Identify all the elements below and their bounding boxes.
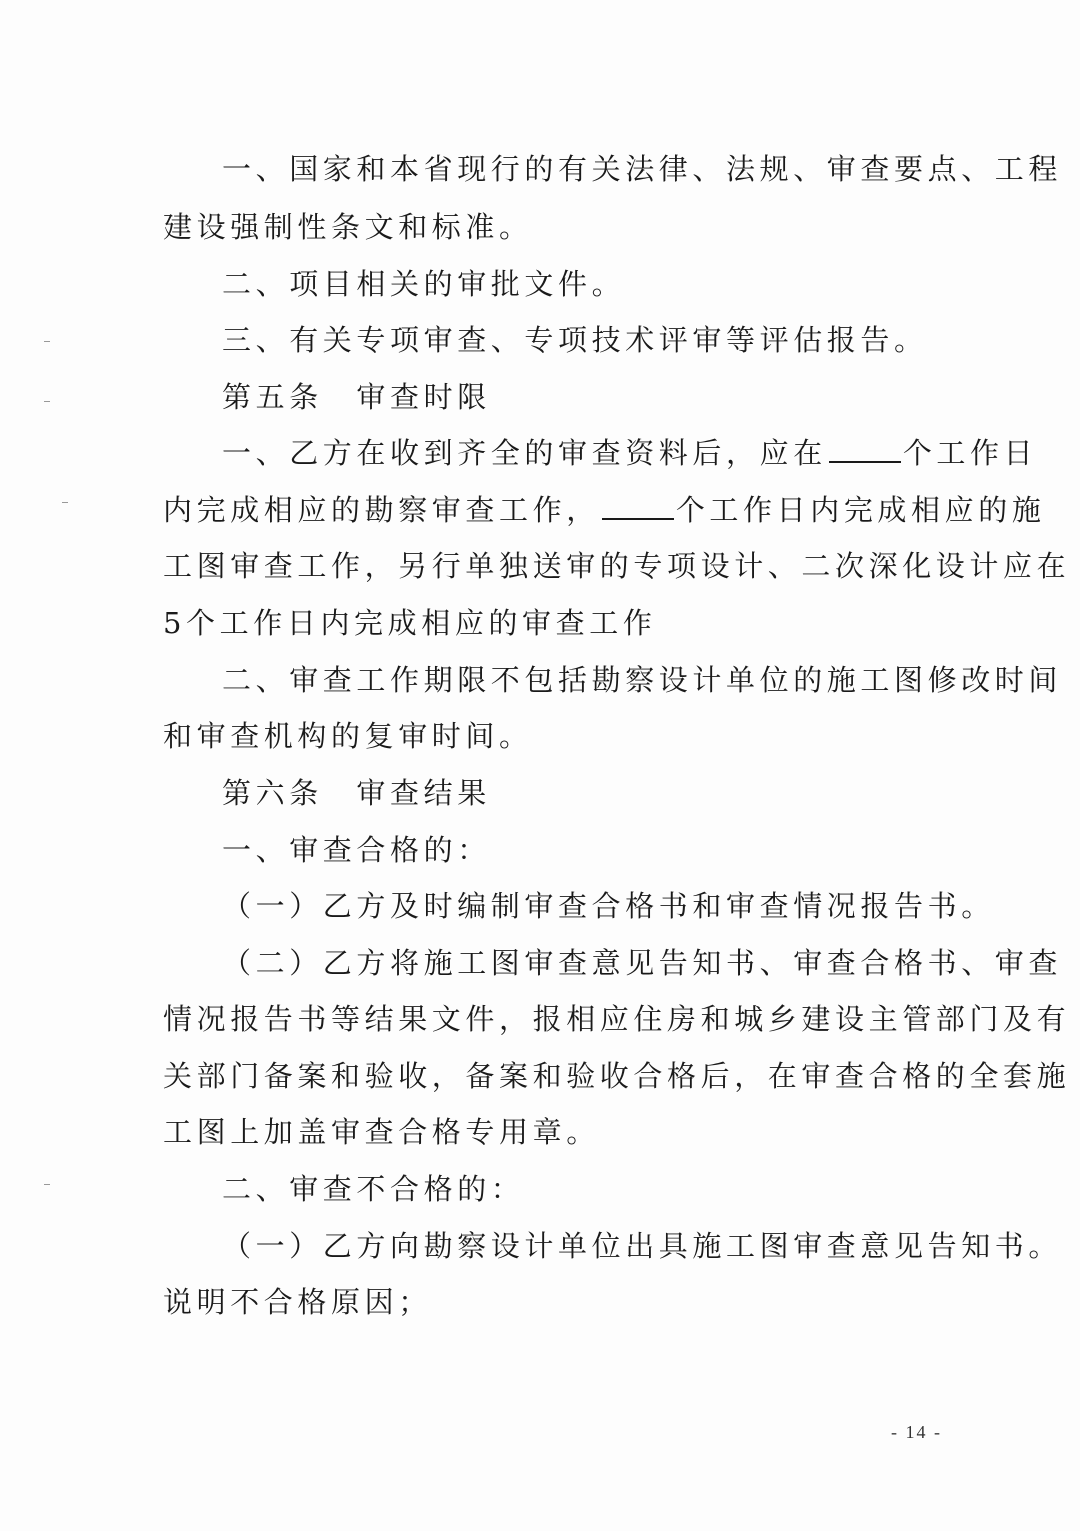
paragraph-line: 二、审查不合格的： bbox=[222, 1172, 525, 1206]
scan-speck bbox=[44, 341, 50, 342]
paragraph-line: 关部门备案和验收，备案和验收合格后，在审查合格的全套施 bbox=[163, 1059, 1071, 1093]
paragraph-line-with-blank bbox=[163, 490, 1046, 530]
page-number: - 14 - bbox=[891, 1422, 942, 1442]
paragraph-line: 一、国家和本省现行的有关法律、法规、审查要点、工程 bbox=[222, 152, 1063, 186]
paragraph-line: 和审查机构的复审时间。 bbox=[163, 719, 533, 753]
scan-speck bbox=[44, 401, 50, 402]
paragraph-line: 工图上加盖审查合格专用章。 bbox=[163, 1115, 600, 1149]
article-heading: 第五条 审查时限 bbox=[222, 380, 491, 414]
line-text: 个工作日 bbox=[902, 436, 1038, 470]
fill-in-blank[interactable] bbox=[829, 435, 901, 463]
paragraph-line: 二、项目相关的审批文件。 bbox=[222, 267, 626, 301]
paragraph-line: 二、审查工作期限不包括勘察设计单位的施工图修改时间 bbox=[222, 663, 1063, 697]
scan-speck bbox=[62, 502, 68, 503]
paragraph-line: 5个工作日内完成相应的审查工作 bbox=[163, 606, 657, 640]
line-text: 内完成相应的勘察审查工作， bbox=[163, 493, 600, 527]
paragraph-line: （一）乙方向勘察设计单位出具施工图审查意见告知书。 bbox=[222, 1229, 1063, 1263]
scan-speck bbox=[44, 1184, 50, 1185]
fill-in-blank[interactable] bbox=[602, 492, 674, 520]
paragraph-line: 说明不合格原因； bbox=[163, 1285, 432, 1319]
article-heading: 第六条 审查结果 bbox=[222, 776, 491, 810]
paragraph-line: 一、审查合格的： bbox=[222, 833, 491, 867]
paragraph-line: 情况报告书等结果文件，报相应住房和城乡建设主管部门及有 bbox=[163, 1002, 1071, 1036]
paragraph-line: （一）乙方及时编制审查合格书和审查情况报告书。 bbox=[222, 889, 995, 923]
paragraph-line: 建设强制性条文和标准。 bbox=[163, 210, 533, 244]
line-text: 一、乙方在收到齐全的审查资料后，应在 bbox=[222, 436, 827, 470]
paragraph-line: （二）乙方将施工图审查意见告知书、审查合格书、审查 bbox=[222, 946, 1063, 980]
line-text: 个工作日内完成相应的施 bbox=[675, 493, 1046, 527]
paragraph-line: 工图审查工作，另行单独送审的专项设计、二次深化设计应在 bbox=[163, 549, 1071, 583]
paragraph-line-with-blank bbox=[222, 433, 1038, 473]
paragraph-line: 三、有关专项审查、专项技术评审等评估报告。 bbox=[222, 323, 928, 357]
